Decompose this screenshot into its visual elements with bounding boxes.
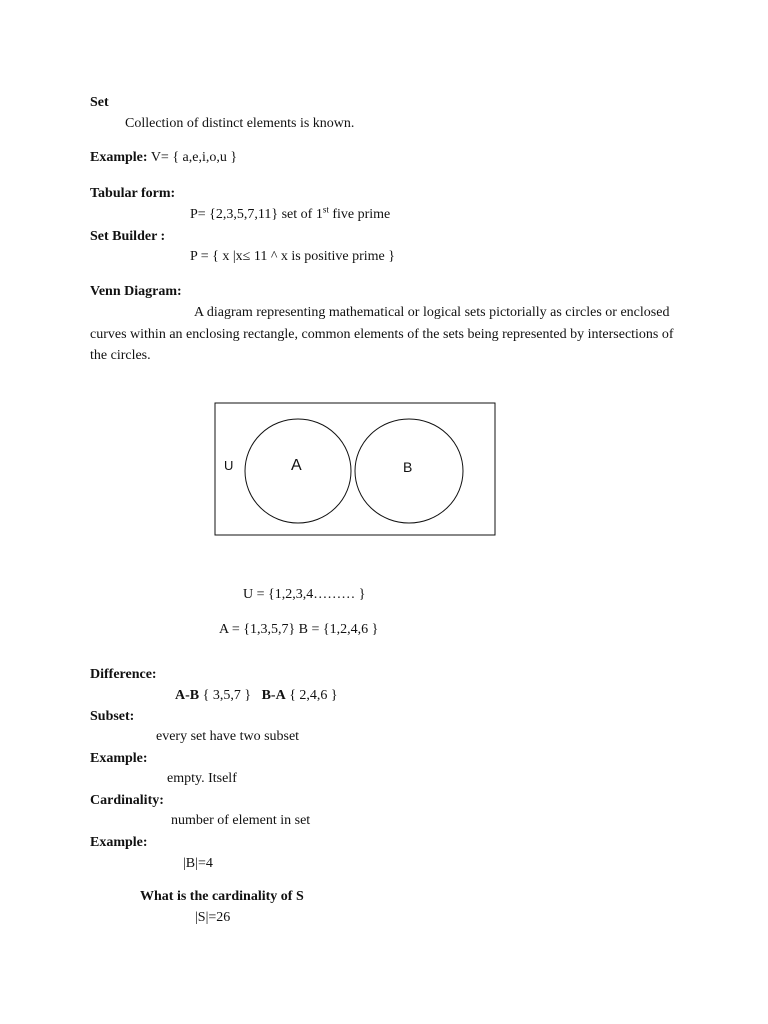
subset-heading: Subset: xyxy=(90,709,135,724)
universe-label: U xyxy=(224,458,234,473)
example-line xyxy=(90,149,237,167)
cardinality-answer: |S|=26 xyxy=(195,910,231,925)
sets-a-b: A = {1,3,5,7} B = {1,2,4,6 } xyxy=(219,622,379,637)
set-definition: Collection of distinct elements is known. xyxy=(125,116,355,131)
example-set-v: V= { a,e,i,o,u } xyxy=(150,150,238,165)
example-label: Example: xyxy=(90,150,148,165)
set-builder-heading: Set Builder : xyxy=(90,229,166,244)
tabular-text-end: five prime xyxy=(328,207,391,222)
tabular-text xyxy=(190,206,390,224)
venn-diagram xyxy=(214,402,497,538)
venn-heading: Venn Diagram: xyxy=(90,284,182,299)
venn-description-text: A diagram representing mathematical or logical sets pictorially as circles or enclosed curves within an enclosing rectangle, common elements of the sets being represented by intersections of the circles. xyxy=(90,305,674,363)
cardinality-text: number of element in set xyxy=(171,813,311,828)
cardinality-heading: Cardinality: xyxy=(90,793,164,808)
difference-line xyxy=(175,687,338,705)
a-minus-b-value: { 3,5,7 } xyxy=(202,688,252,703)
set-a-label: A xyxy=(291,457,302,474)
tabular-heading: Tabular form: xyxy=(90,186,176,201)
tabular-text-main: P= {2,3,5,7,11} set of 1 xyxy=(190,207,323,222)
b-minus-a-label: B-A xyxy=(261,688,286,703)
universe-set: U = {1,2,3,4……… } xyxy=(243,587,366,602)
cardinality-example-label: Example: xyxy=(90,835,148,850)
subset-example-text: empty. Itself xyxy=(167,771,237,786)
cardinality-example-text: |B|=4 xyxy=(183,856,213,871)
cardinality-question: What is the cardinality of S xyxy=(140,889,304,904)
tabular-sup: st xyxy=(322,204,329,215)
subset-text: every set have two subset xyxy=(156,729,300,744)
set-heading: Set xyxy=(90,95,109,110)
set-b-label: B xyxy=(403,459,413,475)
difference-heading: Difference: xyxy=(90,667,157,682)
subset-example-label: Example: xyxy=(90,751,148,766)
b-minus-a-value: { 2,4,6 } xyxy=(289,688,338,703)
set-builder-text: P = { x |x≤ 11 ^ x is positive prime } xyxy=(190,249,395,264)
venn-description xyxy=(90,302,690,367)
a-minus-b-label: A-B xyxy=(175,688,200,703)
